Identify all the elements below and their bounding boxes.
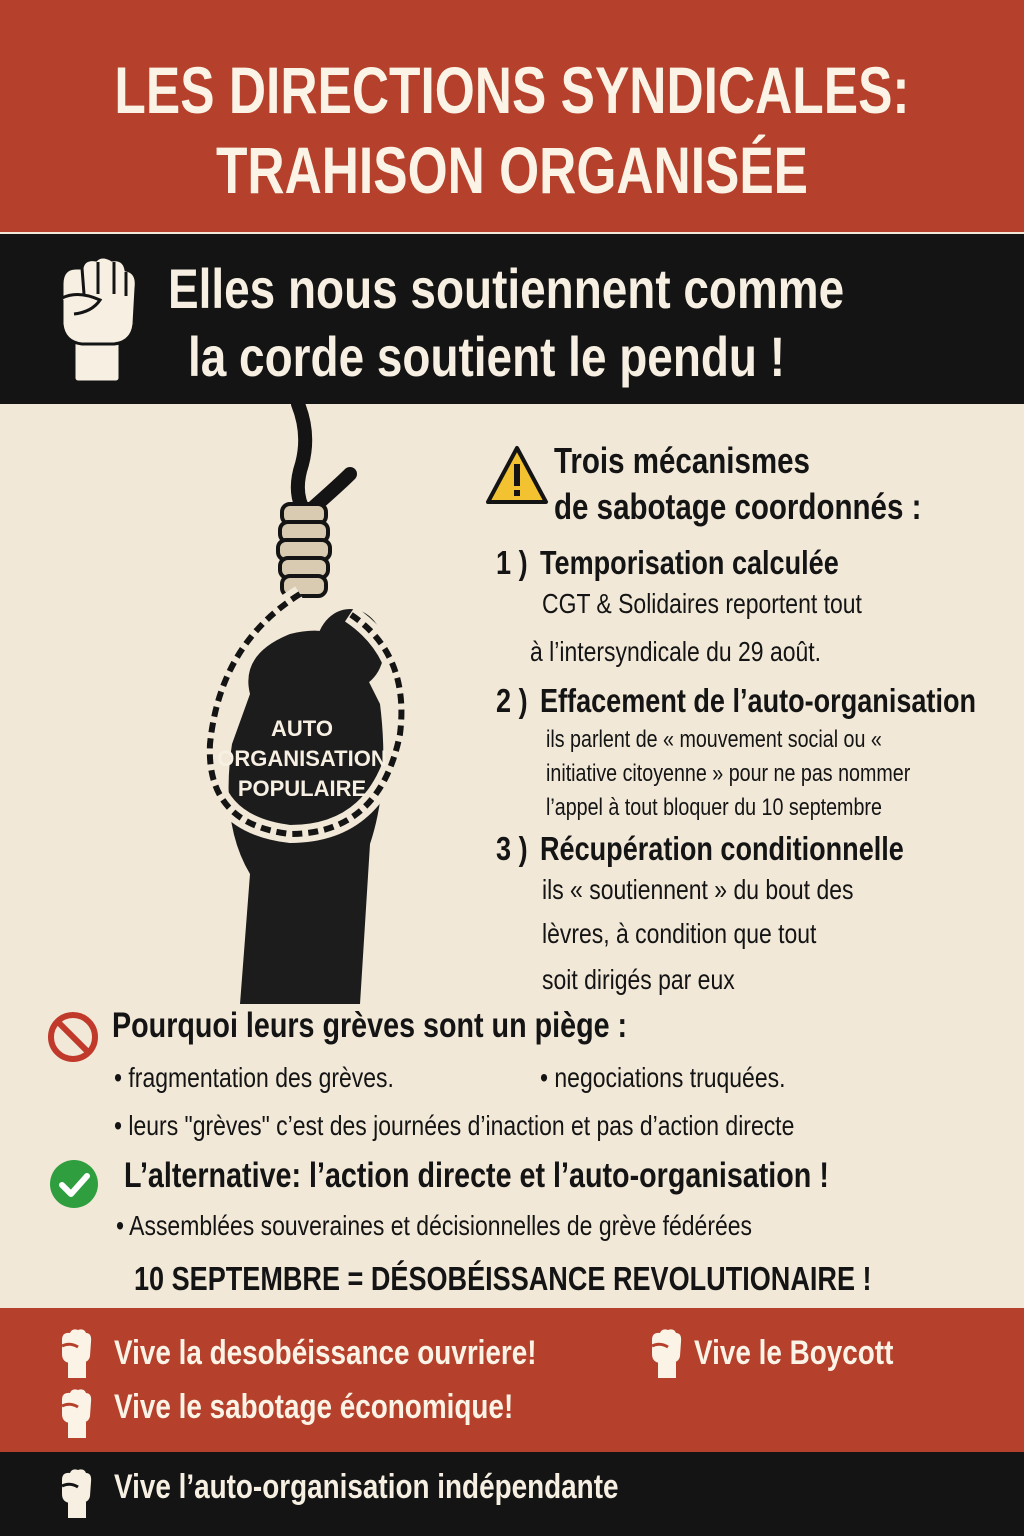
- mechanisms-heading-1: Trois mécanismes: [554, 440, 810, 481]
- item-2-title: Effacement de l’auto-organisation: [540, 682, 977, 719]
- item-2-number: 2 ): [496, 682, 528, 719]
- item-1-line-2: à l’intersyndicale du 29 août.: [530, 636, 822, 667]
- title-line-1: LES DIRECTIONS SYNDICALES:: [114, 53, 910, 127]
- item-3-number: 3 ): [496, 830, 528, 867]
- slogan-line-1: Elles nous soutiennent comme: [168, 257, 845, 320]
- raised-fist-icon: [648, 1328, 684, 1378]
- vive-sabotage: Vive le sabotage économique!: [114, 1388, 514, 1426]
- raised-fist-icon: [58, 1328, 94, 1378]
- raised-fist-icon: [58, 1468, 94, 1518]
- vive-banner: [0, 1308, 1024, 1452]
- item-2-line-1: ils parlent de « mouvement social ou «: [546, 726, 882, 753]
- check-icon: [48, 1158, 100, 1210]
- alternative-section: [0, 1152, 1024, 1302]
- trap-bullet-2: • negociations truquées.: [540, 1062, 786, 1093]
- item-1-title: Temporisation calculée: [540, 544, 839, 581]
- vive-desobeissance: Vive la desobéissance ouvriere!: [114, 1334, 537, 1372]
- label-auto: AUTO: [271, 716, 333, 741]
- vive-auto-organisation: Vive l’auto-organisation indépendante: [114, 1468, 619, 1506]
- item-3-line-2: lèvres, à condition que tout: [542, 918, 817, 949]
- raised-fist-icon: [52, 254, 142, 384]
- trap-bullet-1: • fragmentation des grèves.: [114, 1062, 394, 1093]
- label-populaire: POPULAIRE: [237, 776, 367, 801]
- item-3-line-1: ils « soutiennent » du bout des: [542, 874, 854, 905]
- title-line-2: TRAHISON ORGANISÉE: [215, 133, 809, 207]
- item-2-line-2: initiative citoyenne » pour ne pas nommer: [546, 760, 911, 787]
- trap-section: [0, 1004, 1024, 1154]
- mechanisms-heading-2: de sabotage coordonnés :: [554, 486, 922, 527]
- hanged-figure-illustration: [180, 404, 470, 1004]
- warning-icon: [484, 444, 550, 506]
- title-banner: [0, 0, 1024, 232]
- alternative-bullet: • Assemblées souveraines et décisionnelles de grève fédérées: [116, 1210, 752, 1241]
- forbidden-icon: [46, 1010, 100, 1064]
- slogan-line-2: la corde soutient le pendu !: [188, 325, 786, 388]
- item-1-number: 1 ): [496, 544, 528, 581]
- trap-bullet-3: • leurs "grèves" c’est des journées d’inaction et pas d’action directe: [114, 1110, 795, 1141]
- item-1-line-1: CGT & Solidaires reportent tout: [542, 588, 862, 619]
- item-2-line-3: l’appel à tout bloquer du 10 septembre: [546, 794, 882, 821]
- september-slogan: 10 SEPTEMBRE = DÉSOBÉISSANCE REVOLUTIONAIRE !: [134, 1260, 872, 1297]
- vive-boycott: Vive le Boycott: [694, 1334, 894, 1372]
- item-3-line-3: soit dirigés par eux: [542, 964, 735, 995]
- label-organisation: ORGANISATION: [217, 746, 387, 771]
- rope: [298, 404, 350, 514]
- slogan-banner: [0, 234, 1024, 404]
- item-3-title: Récupération conditionnelle: [540, 830, 904, 867]
- raised-fist-icon: [58, 1388, 94, 1438]
- trap-heading: Pourquoi leurs grèves sont un piège :: [112, 1006, 628, 1045]
- final-banner: [0, 1452, 1024, 1536]
- alternative-heading: L’alternative: l’action directe et l’auto-organisation !: [124, 1156, 829, 1195]
